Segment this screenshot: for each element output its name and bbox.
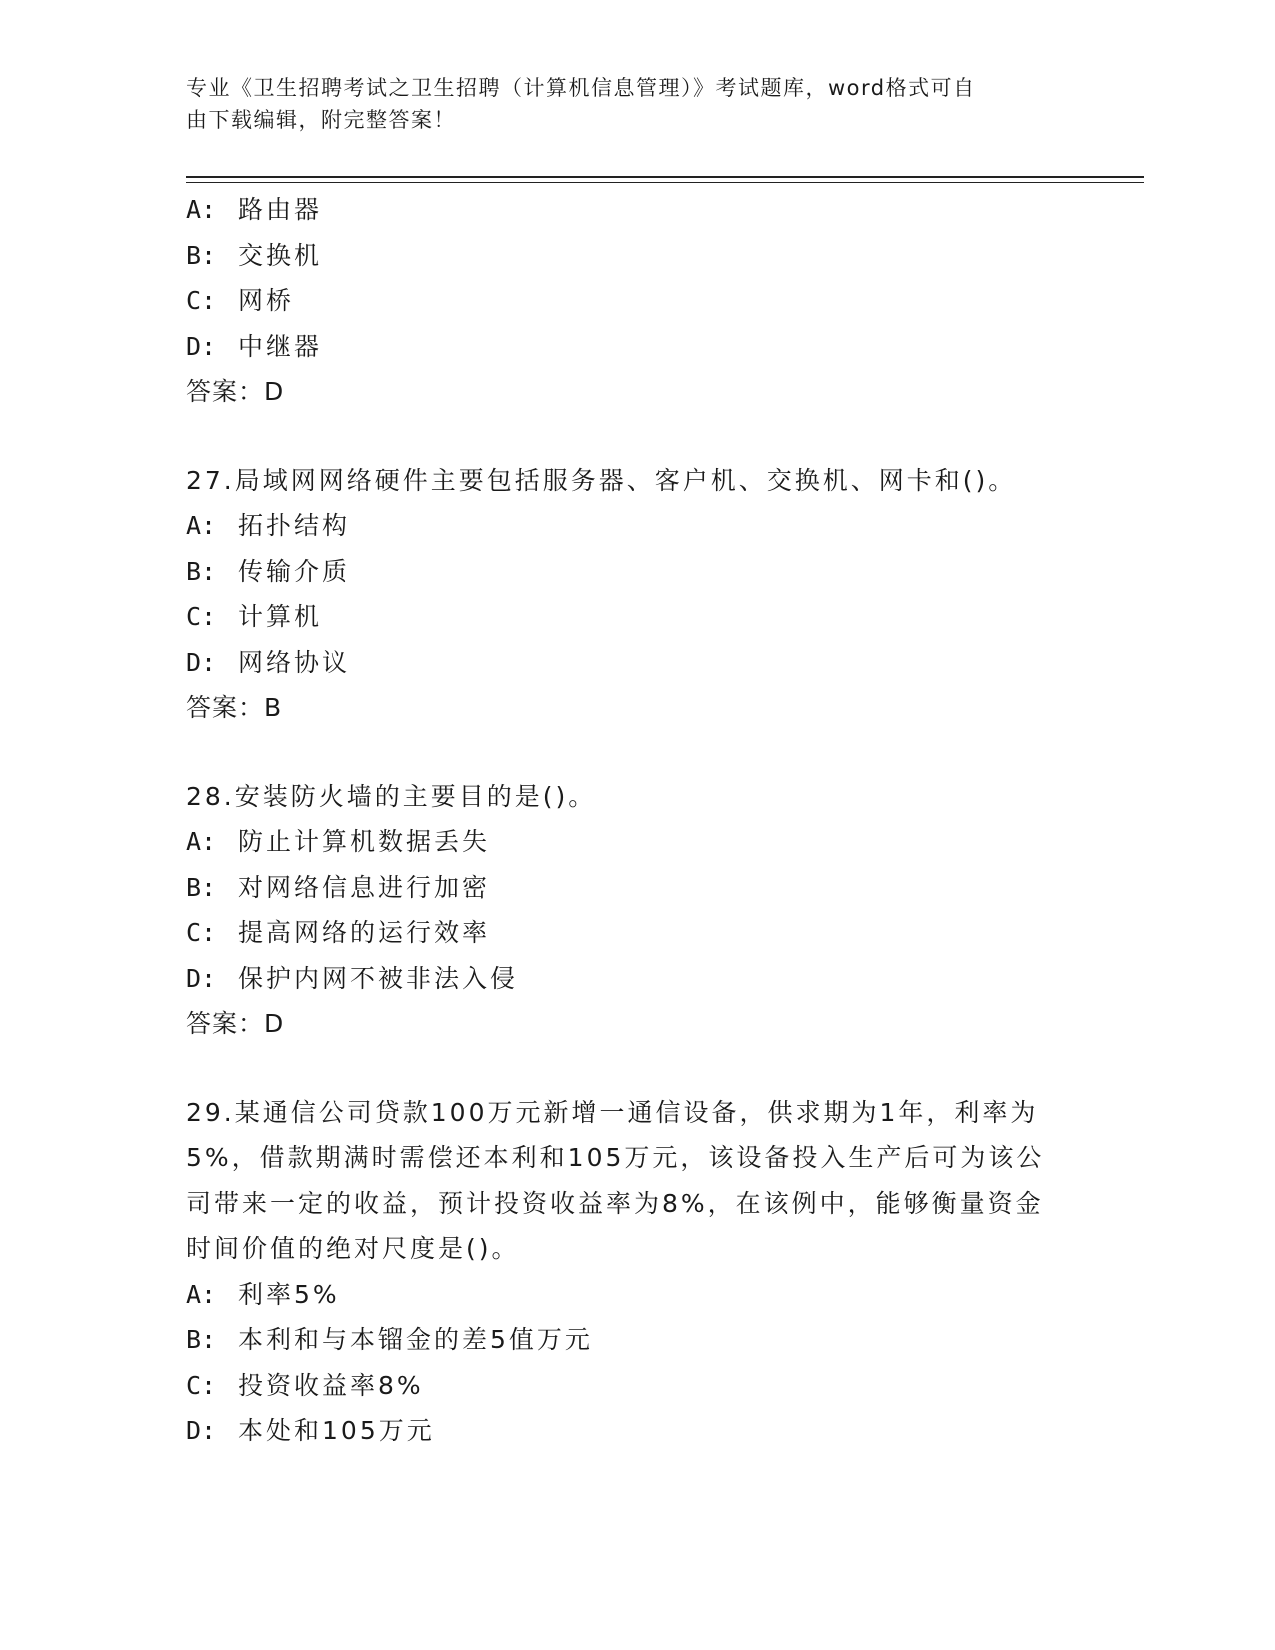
answer-line: 答案：D — [186, 1009, 285, 1038]
option-text: 交换机 — [238, 240, 323, 270]
option-row — [186, 1363, 1076, 1409]
option-letter: C: — [186, 602, 217, 631]
option-letter: B: — [186, 1325, 217, 1354]
option-letter: B: — [186, 872, 217, 902]
option-row — [186, 324, 1076, 370]
option-letter: A: — [186, 1279, 217, 1309]
option-letter: D: — [186, 647, 217, 677]
option-letter: C: — [186, 918, 217, 947]
question-stem-line: 时间价值的绝对尺度是()。 — [186, 1234, 520, 1263]
option-row — [186, 1317, 1076, 1363]
option-row — [186, 1272, 1076, 1318]
option-letter: B: — [186, 240, 217, 270]
option-text: 网桥 — [238, 286, 295, 315]
question-stem-line: 29.某通信公司贷款100万元新增一通信设备，供求期为1年，利率为 — [186, 1097, 1039, 1127]
answer-line: 答案：B — [186, 693, 283, 722]
question-list — [186, 187, 1076, 1454]
option-row — [186, 1408, 1076, 1454]
question-spacer — [186, 415, 1076, 458]
option-letter: B: — [186, 556, 217, 586]
option-text: 网络协议 — [238, 647, 351, 677]
question-spacer — [186, 731, 1076, 774]
question-block — [186, 187, 1076, 458]
option-text: 提高网络的运行效率 — [238, 918, 491, 947]
question-spacer — [186, 1047, 1076, 1090]
option-row — [186, 187, 1076, 233]
option-text: 本处和105万元 — [238, 1416, 435, 1445]
option-row — [186, 594, 1076, 640]
option-letter: A: — [186, 827, 217, 856]
option-text: 路由器 — [238, 195, 323, 224]
option-row — [186, 865, 1076, 911]
option-text: 拓扑结构 — [238, 511, 351, 540]
option-row — [186, 956, 1076, 1002]
document-header — [186, 72, 1066, 136]
question-block — [186, 458, 1076, 774]
option-text: 投资收益率8% — [238, 1370, 424, 1400]
question-stem-line: 28.安装防火墙的主要目的是()。 — [186, 781, 597, 811]
header-line-1: 专业《卫生招聘考试之卫生招聘（计算机信息管理）》考试题库，word格式可自 — [186, 76, 976, 100]
option-row — [186, 278, 1076, 324]
option-row — [186, 549, 1076, 595]
option-row — [186, 819, 1076, 865]
option-text: 本利和与本镏金的差5值万元 — [238, 1325, 593, 1354]
option-letter: A: — [186, 511, 217, 540]
option-letter: C: — [186, 286, 217, 315]
question-stem-line: 5%，借款期满时需偿还本利和105万元，该设备投入生产后可为该公 — [186, 1143, 1045, 1172]
option-text: 中继器 — [238, 331, 323, 361]
option-row — [186, 910, 1076, 956]
question-stem-line: 司带来一定的收益，预计投资收益率为8%，在该例中，能够衡量资金 — [186, 1188, 1044, 1218]
option-letter: D: — [186, 331, 217, 361]
option-row — [186, 233, 1076, 279]
header-rule-thick — [186, 176, 1144, 178]
answer-line: 答案：D — [186, 377, 285, 406]
question-block — [186, 1090, 1076, 1454]
question-stem-line: 27.局域网网络硬件主要包括服务器、客户机、交换机、网卡和()。 — [186, 465, 1017, 495]
question-block — [186, 774, 1076, 1090]
option-text: 利率5% — [238, 1279, 340, 1309]
option-text: 对网络信息进行加密 — [238, 872, 491, 902]
option-letter: A: — [186, 195, 217, 224]
option-text: 保护内网不被非法入侵 — [238, 963, 519, 993]
header-line-2: 由下载编辑，附完整答案！ — [186, 108, 456, 132]
option-text: 计算机 — [238, 602, 323, 631]
option-row — [186, 640, 1076, 686]
option-letter: D: — [186, 963, 217, 993]
option-text: 传输介质 — [238, 556, 351, 586]
option-row — [186, 503, 1076, 549]
header-rule-thin — [186, 182, 1144, 183]
option-letter: C: — [186, 1370, 217, 1400]
option-text: 防止计算机数据丢失 — [238, 827, 491, 856]
option-letter: D: — [186, 1416, 217, 1445]
